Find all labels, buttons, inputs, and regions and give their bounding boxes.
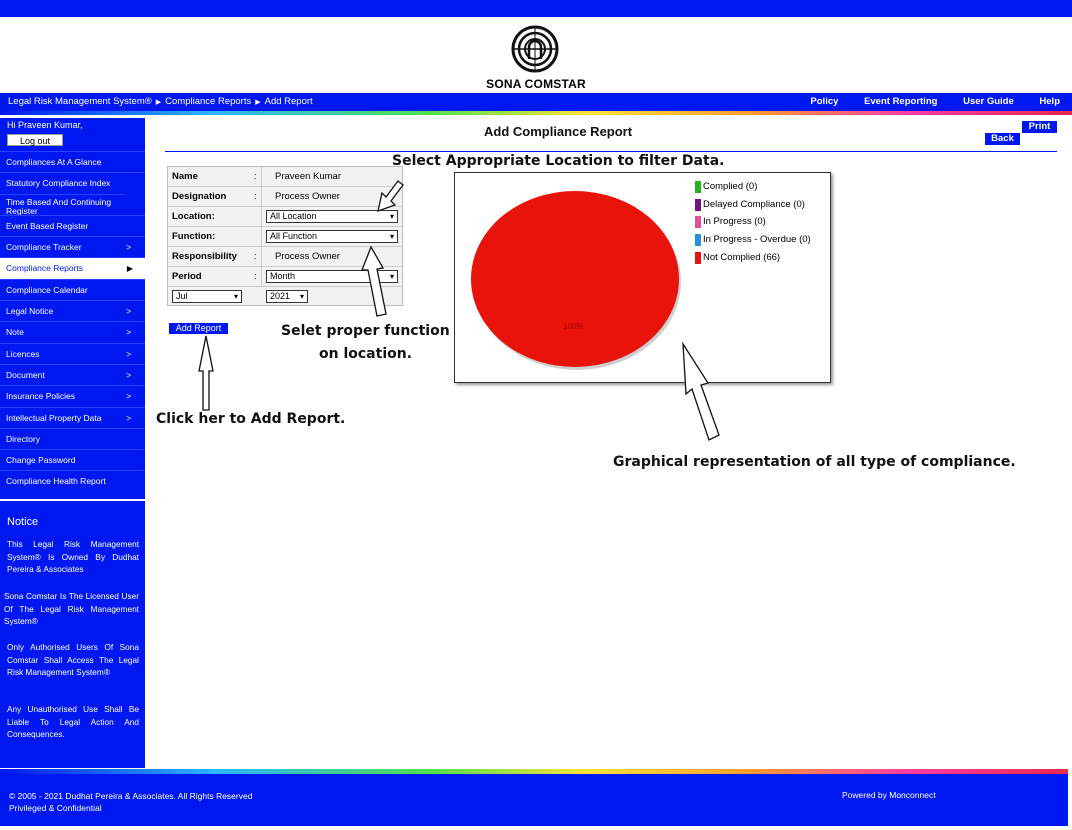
add-report-hint: Click her to Add Report. [156,411,346,427]
arrow-to-location-icon [378,181,403,211]
notice-paragraph: Any Unauthorised Use Shall Be Liable To Legal Action And Consequences. [7,704,139,740]
function-label: Function: [172,231,216,242]
logout-button[interactable]: Log out [7,134,63,146]
legend-label: In Progress (0) [703,216,766,228]
chevron-down-icon: ▾ [389,212,394,221]
nav-policy-link[interactable]: Policy [810,96,839,107]
nav-user-guide-link[interactable]: User Guide [963,96,1014,107]
arrow-to-add-report-icon [199,336,213,410]
sidebar-item-label: Insurance Policies [6,391,75,402]
chevron-right-icon: > [126,307,131,317]
sidebar-item-label: Directory [6,433,41,444]
breadcrumb-separator-icon: ▶ [255,99,261,106]
sidebar-item-label: Compliance Tracker [6,242,82,253]
sidebar-item-label: Statutory Compliance Index [6,178,111,189]
sidebar-item-label: Event Based Register [6,220,89,231]
function-hint-line2: on location. [319,346,413,362]
chevron-right-icon: > [126,328,131,338]
chevron-down-icon: ▾ [299,292,304,301]
footer-copyright-block [9,790,252,814]
chevron-right-icon: > [126,349,131,359]
function-hint-line1: Selet proper function [281,323,450,339]
page-title: Add Compliance Report [484,124,633,139]
sidebar-item-label: Compliances At A Glance [6,157,102,167]
sidebar-item-label: Legal Notice [6,306,54,317]
chevron-down-icon: ▾ [389,272,394,281]
name-label: Name [172,171,198,182]
print-button[interactable]: Print [1022,121,1057,133]
period-select-value: Month [270,271,296,281]
chevron-down-icon: ▾ [389,232,394,241]
sidebar-item-label: Document [6,369,45,380]
legend-label: Complied (0) [703,181,758,192]
nav-event-reporting-link[interactable]: Event Reporting [864,96,938,107]
location-label: Location: [172,211,215,222]
triangle-right-icon: ▶ [126,264,133,274]
arrow-to-function-icon [362,247,386,316]
confidential-text: Privileged & Confidential [9,803,102,813]
responsibility-value: Process Owner [275,251,340,262]
breadcrumb-item[interactable]: Compliance Reports [165,96,252,107]
sidebar-item-label: Licences [6,348,40,359]
legend-label: Not Complied (66) [703,251,781,263]
function-select-value: All Function [270,231,318,241]
designation-label: Designation [172,191,227,202]
back-button[interactable]: Back [985,133,1020,145]
chart-hint: Graphical representation of all type of compliance. [613,454,1016,470]
breadcrumb-item: Add Report [264,96,313,107]
sidebar-item-label: Change Password [6,455,76,466]
add-report-button[interactable]: Add Report [169,323,228,334]
powered-by-text: Powered by Monconnect [842,790,936,800]
user-greeting: Hi Praveen Kumar, [7,120,83,130]
footer [0,774,1068,826]
month-select-value: Jul [176,291,188,301]
notice-paragraph: Only Authorised Users Of Sona Comstar Shall Access The Legal Risk Management System® [7,642,139,678]
chevron-right-icon: > [126,243,131,253]
colon: : [254,271,257,282]
pie-slice-label: 100% [563,322,584,331]
location-select-value: All Location [270,211,317,221]
location-hint: Select Appropriate Location to filter Data. [392,153,725,169]
name-value: Praveen Kumar [275,171,342,182]
copyright-text: © 2005 - 2021 Dudhat Pereira & Associates. All Rights Reserved [9,791,253,801]
chevron-down-icon: ▾ [233,292,238,301]
year-select-value: 2021 [270,291,291,301]
sidebar-item-label: Note [6,327,24,338]
breadcrumb-separator-icon: ▶ [155,99,162,106]
notice-title: Notice [7,516,39,528]
legend-label: In Progress - Overdue (0) [703,234,811,246]
breadcrumb-item[interactable]: Legal Risk Management System® [8,96,152,107]
chevron-right-icon: > [126,370,131,380]
legend-label: Delayed Compliance (0) [703,198,805,210]
brand-name: SONA COMSTAR [486,77,586,91]
period-label: Period [172,271,202,282]
colon: : [254,251,257,262]
responsibility-label: Responsibility [172,251,237,262]
arrow-to-chart-icon [683,344,719,440]
sidebar-item-label: Compliance Health Report [6,476,106,487]
notice-paragraph: This Legal Risk Management System® Is Owned By Dudhat Pereira & Associates [7,539,139,575]
notice-paragraph: Sona Comstar Is The Licensed User Of The Legal Risk Management System® [4,591,139,627]
sidebar-item-label: Intellectual Property Data [6,412,102,423]
colon: : [254,171,257,182]
sidebar-item-label: Time Based And Continuing Register [6,196,112,216]
chevron-right-icon: > [126,392,131,402]
nav-help-link[interactable]: Help [1039,96,1060,107]
colon: : [254,191,257,202]
designation-value: Process Owner [275,191,340,202]
chevron-right-icon: > [126,413,131,423]
sidebar-item-label: Compliance Calendar [6,284,88,295]
sidebar-item-label: Compliance Reports [6,263,84,274]
